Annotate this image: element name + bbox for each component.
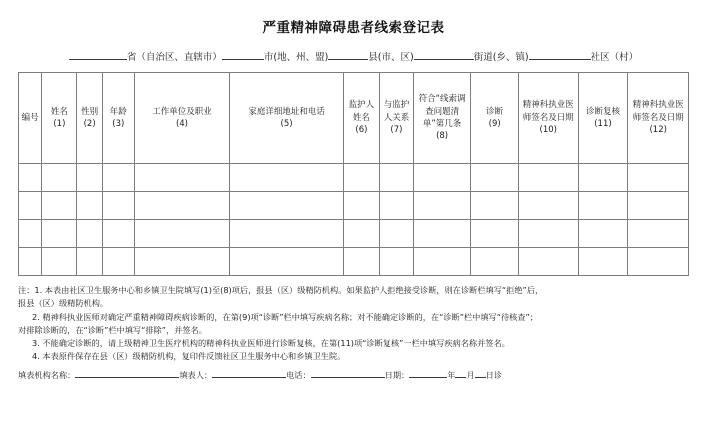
table-cell[interactable] xyxy=(519,163,578,191)
table-cell[interactable] xyxy=(343,247,379,275)
column-header-home-address-phone xyxy=(230,72,344,163)
table-cell[interactable] xyxy=(379,191,413,219)
city-label: 市(地、州、盟) xyxy=(263,51,329,63)
registration-table xyxy=(18,72,689,276)
table-cell[interactable] xyxy=(343,219,379,247)
page-title: 严重精神障碍患者线索登记表 xyxy=(262,20,445,36)
table-cell[interactable] xyxy=(413,163,470,191)
column-header-physician-signature-date-index: (10) xyxy=(539,125,557,136)
column-header-review-physician-signature-date-text: 精神科执业医师签名及日期 xyxy=(632,100,684,123)
column-header-gender-index: (2) xyxy=(83,118,96,129)
table-cell[interactable] xyxy=(471,247,519,275)
column-header-age-text: 年龄 xyxy=(109,106,127,117)
city-blank[interactable] xyxy=(222,50,264,60)
filler-blank[interactable] xyxy=(212,369,286,378)
column-header-workplace-occupation-text: 工作单位及职业 xyxy=(152,106,212,117)
table-cell[interactable] xyxy=(471,163,519,191)
column-header-workplace-occupation xyxy=(134,72,230,163)
year-unit: 年 xyxy=(447,369,456,380)
column-header-guardian-name xyxy=(343,72,379,163)
table-cell[interactable] xyxy=(343,163,379,191)
table-cell[interactable] xyxy=(77,219,102,247)
table-cell[interactable] xyxy=(628,163,689,191)
footer-signature-line xyxy=(18,369,689,381)
table-cell[interactable] xyxy=(519,247,578,275)
table-cell[interactable] xyxy=(471,219,519,247)
column-header-guardian-name-text: 监护人姓名 xyxy=(348,100,375,123)
column-header-diagnosis-review-index: (11) xyxy=(594,118,612,129)
county-blank[interactable] xyxy=(328,50,368,60)
column-header-physician-signature-date xyxy=(519,72,578,163)
table-cell[interactable] xyxy=(134,247,230,275)
street-blank[interactable] xyxy=(414,50,474,60)
table-cell[interactable] xyxy=(134,163,230,191)
column-header-review-physician-signature-date xyxy=(628,72,689,163)
table-cell[interactable] xyxy=(628,247,689,275)
table-header xyxy=(19,72,689,163)
note-2-line-1: 2. 精神科执业医师对确定严重精神障碍疾病诊断的，在第(9)项“诊断”栏中填写疾病名称；对不能确定诊断的，在“诊断”栏中填写“待核查”； xyxy=(32,311,538,322)
column-header-diagnosis-index: (9) xyxy=(488,118,501,129)
table-cell[interactable] xyxy=(42,247,77,275)
table-cell[interactable] xyxy=(230,163,344,191)
note-1-line-2: 报县（区）级精防机构。 xyxy=(18,298,109,309)
form-page xyxy=(0,22,707,422)
table-cell[interactable] xyxy=(519,219,578,247)
column-header-id-text: 编号 xyxy=(21,112,39,123)
table-cell[interactable] xyxy=(578,163,628,191)
table-body xyxy=(19,163,689,275)
county-label: 县(市、区) xyxy=(368,51,414,63)
column-header-diagnosis-review xyxy=(578,72,628,163)
table-cell[interactable] xyxy=(413,219,470,247)
date-year-blank[interactable] xyxy=(409,369,447,378)
month-unit: 月 xyxy=(466,369,475,380)
notes-section xyxy=(18,284,689,364)
column-header-checklist-item-index: (8) xyxy=(436,131,449,142)
column-header-home-address-phone-index: (5) xyxy=(280,118,293,129)
org-name-label: 填表机构名称： xyxy=(18,369,76,380)
table-cell[interactable] xyxy=(628,219,689,247)
table-row[interactable] xyxy=(19,219,689,247)
column-header-diagnosis-text: 诊断 xyxy=(486,106,504,117)
region-blank-line xyxy=(18,50,689,63)
note-2-line-2: 对排除诊断的，在“诊断”栏中填写“排除”，并签名。 xyxy=(18,324,207,335)
column-header-workplace-occupation-index: (4) xyxy=(175,118,188,129)
table-cell[interactable] xyxy=(379,219,413,247)
note-3: 3. 不能确定诊断的，请上级精神卫生医疗机构的精神科执业医师进行诊断复核，在第(11)项“诊断复核”一栏中填写疾病名称并签名。 xyxy=(32,338,510,349)
table-cell[interactable] xyxy=(134,191,230,219)
table-row[interactable] xyxy=(19,163,689,191)
table-cell[interactable] xyxy=(343,191,379,219)
column-header-gender-text: 性别 xyxy=(81,106,99,117)
column-header-diagnosis-review-text: 诊断复核 xyxy=(585,106,620,117)
column-header-id xyxy=(19,72,42,163)
column-header-name-index: (1) xyxy=(53,118,66,129)
phone-label: 电话： xyxy=(286,369,311,380)
org-name-blank[interactable] xyxy=(75,369,179,378)
table-cell[interactable] xyxy=(379,247,413,275)
table-cell[interactable] xyxy=(19,191,42,219)
column-header-diagnosis xyxy=(471,72,519,163)
table-cell[interactable] xyxy=(471,191,519,219)
column-header-review-physician-signature-date-index: (12) xyxy=(649,125,667,136)
day-unit: 日诊 xyxy=(485,369,503,380)
table-cell[interactable] xyxy=(102,247,134,275)
phone-blank[interactable] xyxy=(311,369,385,378)
table-cell[interactable] xyxy=(77,163,102,191)
street-label: 街道(乡、镇) xyxy=(473,51,529,63)
column-header-guardian-name-index: (6) xyxy=(355,125,368,136)
table-cell[interactable] xyxy=(413,191,470,219)
table-row[interactable] xyxy=(19,247,689,275)
column-header-checklist-item-text: 符合“线索调查问题清单”第几条 xyxy=(418,94,466,129)
table-header-row xyxy=(19,72,689,163)
table-cell[interactable] xyxy=(19,219,42,247)
column-header-age xyxy=(102,72,134,163)
table-cell[interactable] xyxy=(42,191,77,219)
table-cell[interactable] xyxy=(578,247,628,275)
date-label: 日期： xyxy=(384,369,410,380)
column-header-physician-signature-date-text: 精神科执业医师签名及日期 xyxy=(522,100,574,123)
note-1-line-1: 注：1. 本表由社区卫生服务中心和乡镇卫生院填写(1)至(8)项后，报县（区）级精防机构。如果监护人拒绝接受诊断，则在诊断栏填写“拒绝”后， xyxy=(18,284,544,295)
note-4: 4. 本表原件保存在县（区）级精防机构，复印件反馈社区卫生服务中心和乡镇卫生院。 xyxy=(32,351,346,362)
table-cell[interactable] xyxy=(379,163,413,191)
table-cell[interactable] xyxy=(19,247,42,275)
table-cell[interactable] xyxy=(628,191,689,219)
date-month-blank[interactable] xyxy=(455,369,466,378)
table-cell[interactable] xyxy=(230,219,344,247)
table-cell[interactable] xyxy=(42,163,77,191)
province-blank[interactable] xyxy=(69,50,127,60)
table-cell[interactable] xyxy=(77,191,102,219)
column-header-name-text: 姓名 xyxy=(50,106,68,117)
column-header-home-address-phone-text: 家庭详细地址和电话 xyxy=(248,106,325,117)
column-header-guardian-relation-index: (7) xyxy=(390,125,403,136)
column-header-guardian-relation xyxy=(379,72,413,163)
table-row[interactable] xyxy=(19,191,689,219)
table-cell[interactable] xyxy=(102,219,134,247)
table-cell[interactable] xyxy=(102,191,134,219)
table-cell[interactable] xyxy=(230,191,344,219)
column-header-name xyxy=(42,72,77,163)
province-label: 省（自治区、直辖市） xyxy=(126,51,222,63)
table-cell[interactable] xyxy=(519,191,578,219)
community-blank[interactable] xyxy=(529,50,591,60)
table-cell[interactable] xyxy=(77,247,102,275)
column-header-checklist-item xyxy=(413,72,470,163)
table-cell[interactable] xyxy=(578,219,628,247)
table-cell[interactable] xyxy=(134,219,230,247)
table-cell[interactable] xyxy=(42,219,77,247)
community-label: 社区（村） xyxy=(590,51,639,63)
table-cell[interactable] xyxy=(102,163,134,191)
column-header-guardian-relation-text: 与监护人关系 xyxy=(383,100,410,123)
column-header-age-index: (3) xyxy=(112,118,125,129)
table-cell[interactable] xyxy=(230,247,344,275)
filler-label: 填表人： xyxy=(179,369,213,380)
table-cell[interactable] xyxy=(19,163,42,191)
column-header-gender xyxy=(77,72,102,163)
table-cell[interactable] xyxy=(578,191,628,219)
date-day-blank[interactable] xyxy=(475,369,486,378)
table-cell[interactable] xyxy=(413,247,470,275)
